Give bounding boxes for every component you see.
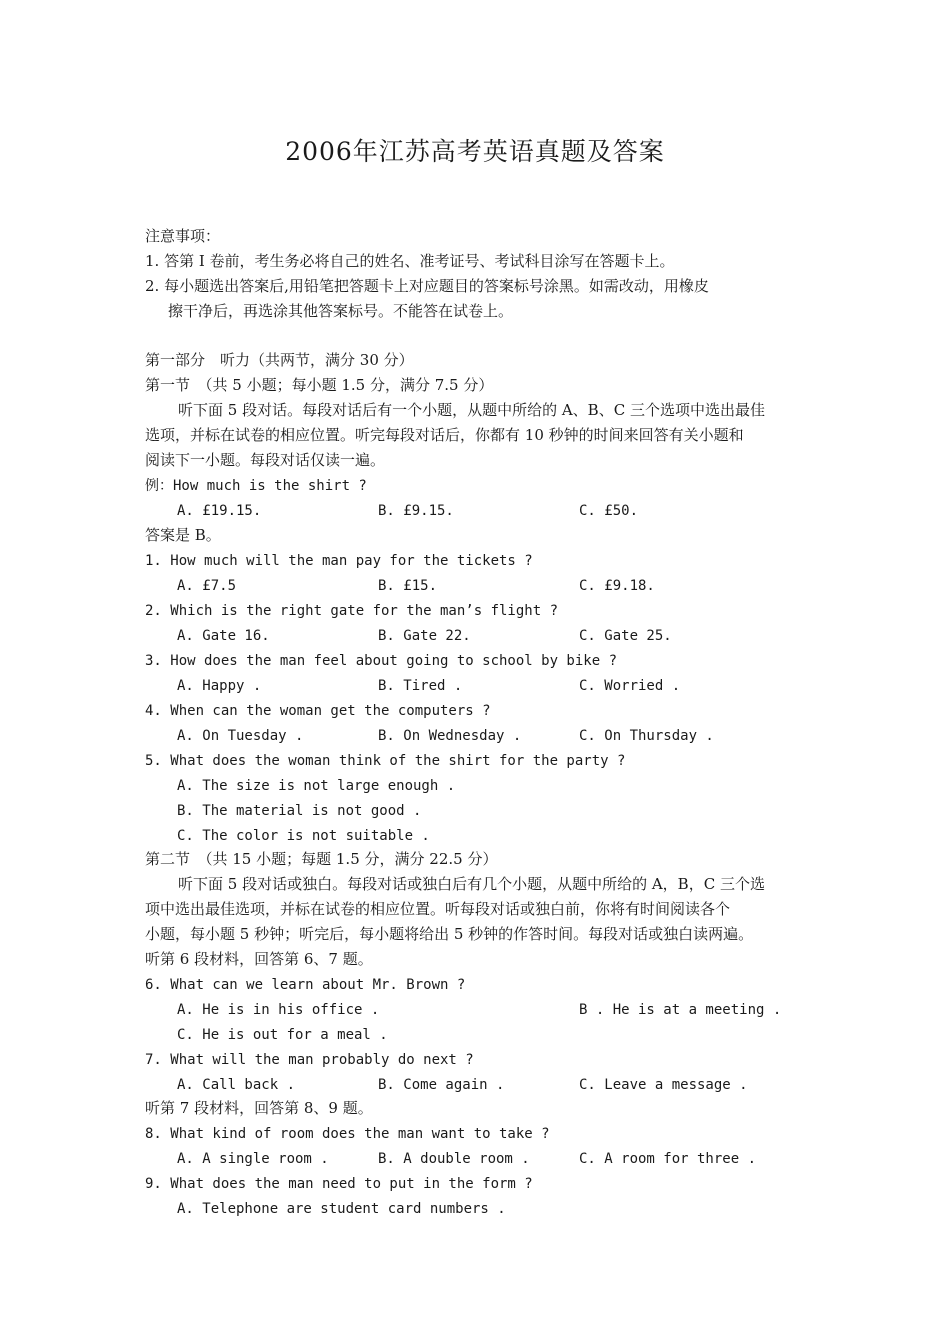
notes-item-1: 1. 答第 I 卷前，考生务必将自己的姓名、准考证号、考试科目涂写在答题卡上。 [145,252,675,270]
question-5-option-c: C. The color is not suitable . [177,828,430,844]
section1-intro-1: 听下面 5 段对话。每段对话后有一个小题，从题中所给的 A、B、C 三个选项中选出最佳 [178,401,765,419]
question-7-option-b: B. Come again . [378,1077,505,1093]
section1-intro-2: 选项，并标在试卷的相应位置。听完每段对话后，你都有 10 秒钟的时间来回答有关小题和 [145,426,744,444]
question-2-option-b: B. Gate 22. [378,628,471,644]
question-4-option-b: B. On Wednesday . [378,728,522,744]
material-6-instruction: 听第 6 段材料，回答第 6、7 题。 [145,950,373,968]
question-2-option-c: C. Gate 25. [579,628,672,644]
question-6-option-a: A. He is in his office . [177,1002,380,1018]
example-option-a: A. £19.15. [177,503,262,519]
question-3-option-a: A. Happy . [177,678,262,694]
section1-intro-3: 阅读下一小题。每段对话仅读一遍。 [145,451,386,469]
notes-item-2-cont: 擦干净后，再选涂其他答案标号。不能答在试卷上。 [168,302,514,320]
section2-intro-2: 项中选出最佳选项，并标在试卷的相应位置。听每段对话或独白前，你将有时间阅读各个 [145,900,731,918]
question-5-option-a: A. The size is not large enough . [177,778,456,794]
question-6: 6. What can we learn about Mr. Brown ? [145,977,466,993]
example-question: 例：How much is the shirt ? [145,478,367,494]
question-2-option-a: A. Gate 16. [177,628,270,644]
question-2: 2. Which is the right gate for the man’s flight ? [145,603,559,619]
example-answer: 答案是 B。 [145,526,221,544]
question-7-option-a: A. Call back . [177,1077,296,1093]
question-9: 9. What does the man need to put in the form ? [145,1176,533,1192]
question-7-option-c: C. Leave a message . [579,1077,748,1093]
question-3: 3. How does the man feel about going to school by bike ? [145,653,618,669]
notes-item-2: 2. 每小题选出答案后,用铅笔把答题卡上对应题目的答案标号涂黑。如需改动，用橡皮 [145,277,709,295]
material-7-instruction: 听第 7 段材料，回答第 8、9 题。 [145,1099,373,1117]
question-5-option-b: B. The material is not good . [177,803,422,819]
question-3-option-c: C. Worried . [579,678,681,694]
question-8: 8. What kind of room does the man want to take ? [145,1126,550,1142]
notes-heading: 注意事项： [145,227,221,245]
question-7: 7. What will the man probably do next ? [145,1052,474,1068]
question-1: 1. How much will the man pay for the tickets ? [145,553,533,569]
question-8-option-c: C. A room for three . [579,1151,757,1167]
section2-intro-3: 小题，每小题 5 秒钟；听完后，每小题将给出 5 秒钟的作答时间。每段对话或独白读两遍。 [145,925,754,943]
question-1-option-b: B. £15. [378,578,438,594]
question-4-option-c: C. On Thursday . [579,728,714,744]
example-option-c: C. £50. [579,503,639,519]
question-1-option-a: A. £7.5 [177,578,237,594]
section2-intro-1: 听下面 5 段对话或独白。每段对话或独白后有几个小题，从题中所给的 A，B，C 三个选 [178,875,765,893]
question-6-option-c: C. He is out for a meal . [177,1027,388,1043]
page-title: 2006年江苏高考英语真题及答案 [285,137,665,166]
question-5: 5. What does the woman think of the shirt for the party ? [145,753,626,769]
section2-heading: 第二节 （共 15 小题；每题 1.5 分，满分 22.5 分） [145,850,498,868]
question-8-option-b: B. A double room . [378,1151,530,1167]
part1-heading: 第一部分 听力（共两节，满分 30 分） [145,351,414,369]
example-option-b: B. £9.15. [378,503,454,519]
question-3-option-b: B. Tired . [378,678,463,694]
section1-heading: 第一节 （共 5 小题；每小题 1.5 分，满分 7.5 分） [145,376,494,394]
question-4: 4. When can the woman get the computers ? [145,703,491,719]
question-6-option-b: B . He is at a meeting . [579,1002,782,1018]
question-9-option-a: A. Telephone are student card numbers . [177,1201,506,1217]
question-4-option-a: A. On Tuesday . [177,728,304,744]
question-8-option-a: A. A single room . [177,1151,329,1167]
question-1-option-c: C. £9.18. [579,578,655,594]
